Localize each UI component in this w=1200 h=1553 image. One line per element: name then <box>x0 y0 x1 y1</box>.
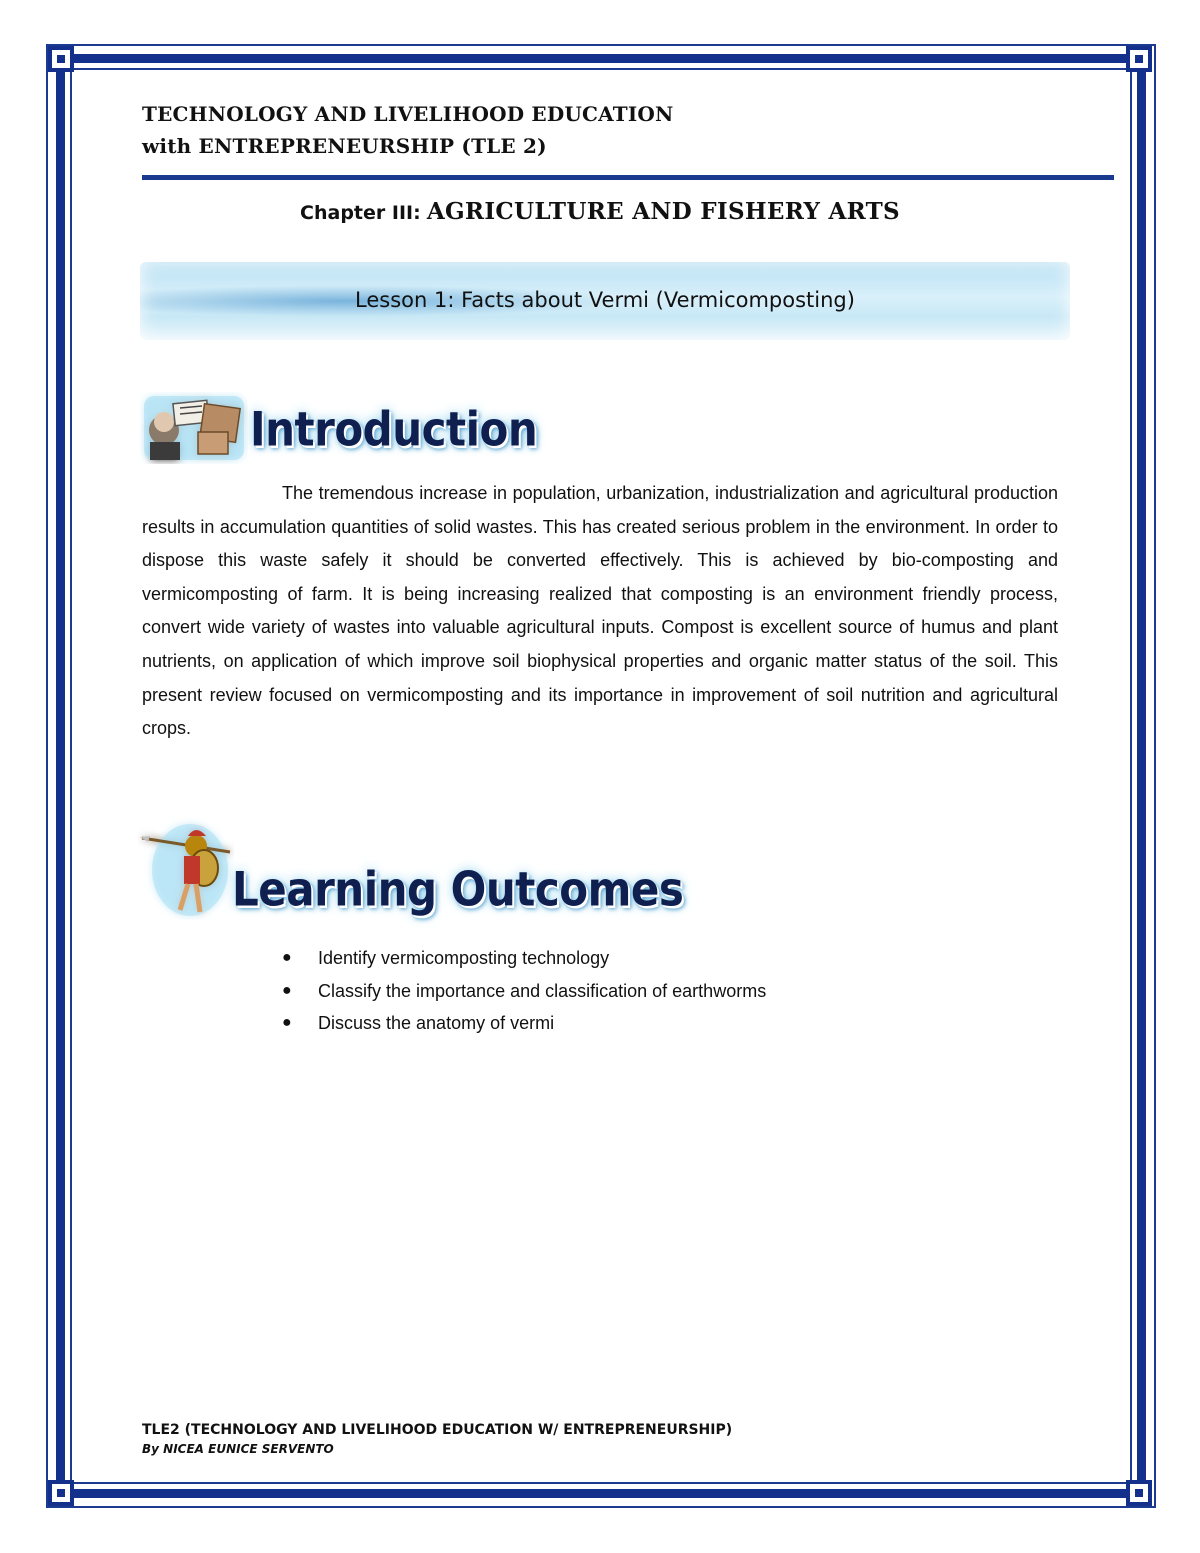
lesson-title: Lesson 1: Facts about Vermi (Vermicomposting) <box>355 288 855 312</box>
introduction-heading: Introduction <box>250 402 538 457</box>
outcome-text: Identify vermicomposting technology <box>318 948 610 968</box>
spartan-warrior-icon <box>138 818 234 920</box>
learning-outcomes-heading: Learning Outcomes <box>232 862 684 917</box>
bullet-icon: ● <box>282 1014 292 1031</box>
footer-course-title: TLE2 (TECHNOLOGY AND LIVELIHOOD EDUCATION W/ ENTREPRENEURSHIP) <box>142 1422 733 1438</box>
document-header <box>142 98 674 162</box>
outcome-text: Classify the importance and classification of earthworms <box>318 980 767 1001</box>
learning-outcomes-list <box>282 942 766 1040</box>
border-corner-ornament <box>48 46 74 72</box>
chapter-label: Chapter III: <box>300 202 421 224</box>
border-corner-ornament <box>1126 1480 1152 1506</box>
bullet-icon: ● <box>282 981 292 999</box>
chapter-name: AGRICULTURE AND FISHERY ARTS <box>426 198 900 225</box>
list-item <box>282 942 766 975</box>
header-divider <box>142 175 1114 180</box>
header-title-line2: with ENTREPRENEURSHIP (TLE 2) <box>142 134 547 158</box>
chapter-title <box>0 198 1200 225</box>
bullet-icon: ● <box>282 949 292 966</box>
teacher-clipart-icon <box>140 392 248 464</box>
border-corner-ornament <box>1126 46 1152 72</box>
outcome-text: Discuss the anatomy of vermi <box>318 1013 555 1033</box>
introduction-paragraph: The tremendous increase in population, urbanization, industrialization and agricultural production results in accumulation quantities of solid wastes. This has created serious problem in the environment. In order to dispose this waste safely it should be converted effectively. This is achieved by bio-composting and vermicomposting of farm. It is being increasing realized that composting is an environment friendly process, convert wide variety of wastes into valuable agricultural inputs. Compost is excellent source of humus and plant nutrients, on application of which improve soil biophysical properties and organic matter status of the soil. This present review focused on vermicomposting and its importance in improvement of soil nutrition and agricultural crops. <box>142 483 1058 739</box>
header-title-line1: TECHNOLOGY AND LIVELIHOOD EDUCATION <box>142 102 674 126</box>
list-item <box>282 1007 766 1040</box>
footer-author: By NICEA EUNICE SERVENTO <box>142 1442 334 1456</box>
lesson-banner <box>140 262 1070 340</box>
list-item <box>282 975 766 1008</box>
border-corner-ornament <box>48 1480 74 1506</box>
